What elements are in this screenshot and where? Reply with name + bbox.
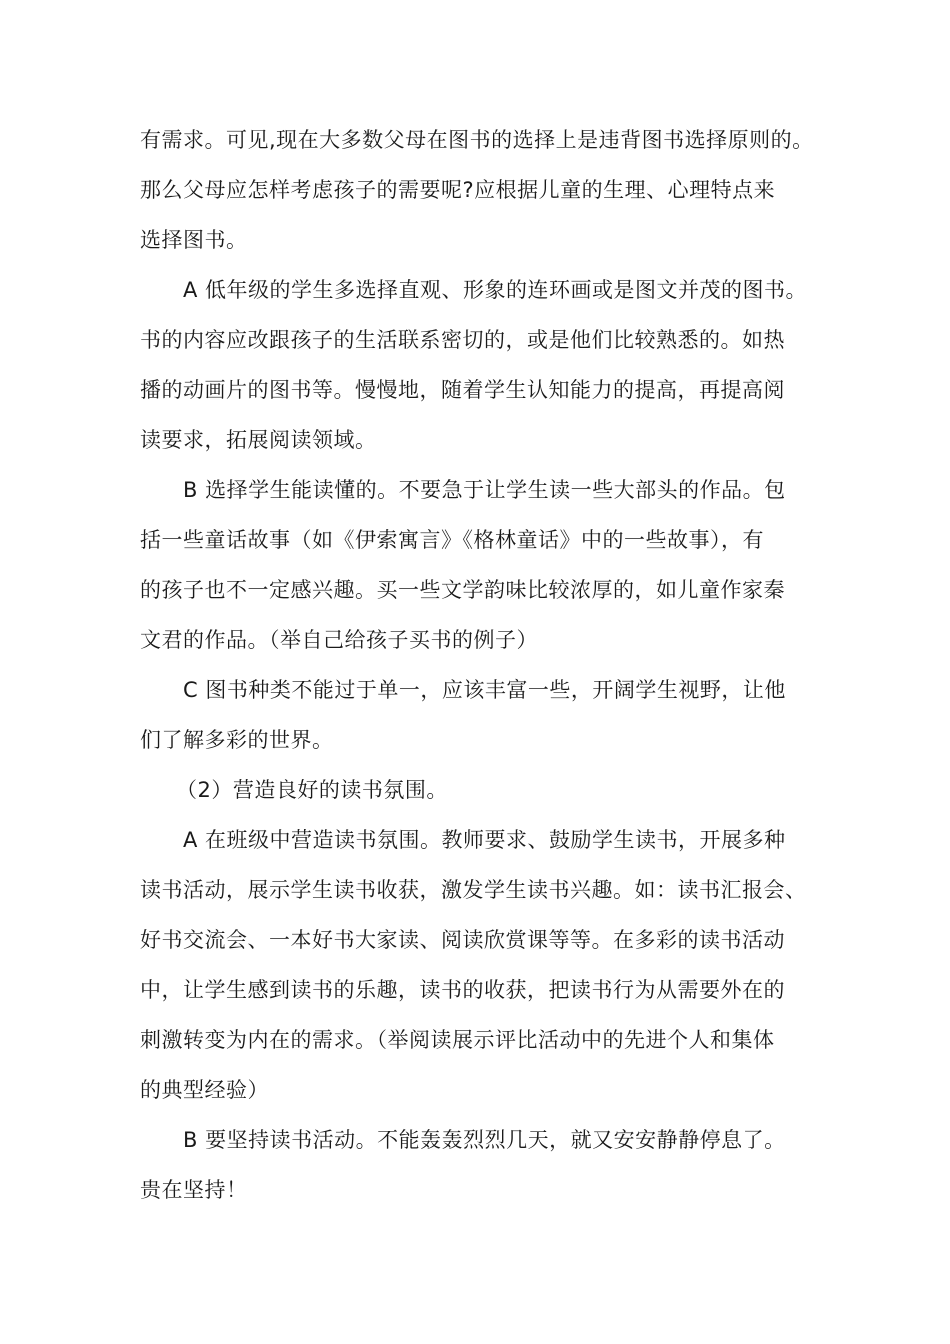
text-line: A 在班级中营造读书氛围。教师要求、鼓励学生读书，开展多种 — [183, 828, 786, 852]
text-line: 书的内容应改跟孩子的生活联系密切的，或是他们比较熟悉的。如热 — [140, 328, 785, 352]
text-line: 读要求，拓展阅读领域。 — [140, 428, 377, 452]
text-line: 播的动画片的图书等。慢慢地，随着学生认知能力的提高，再提高阅 — [140, 378, 785, 402]
text-line: 的孩子也不一定感兴趣。买一些文学韵味比较浓厚的，如儿童作家秦 — [140, 578, 785, 602]
text-line: 贵在坚持！ — [140, 1178, 248, 1202]
text-line: 括一些童话故事（如《伊索寓言》《格林童话》中的一些故事），有 — [140, 528, 764, 552]
text-line: 的典型经验） — [140, 1078, 269, 1102]
text-line: B 要坚持读书活动。不能轰轰烈烈几天，就又安安静静停息了。 — [183, 1128, 786, 1152]
text-line: 读书活动，展示学生读书收获，激发学生读书兴趣。如：读书汇报会、 — [140, 878, 807, 902]
text-line: 中，让学生感到读书的乐趣，读书的收获，把读书行为从需要外在的 — [140, 978, 785, 1002]
text-line: 那么父母应怎样考虑孩子的需要呢?应根据儿童的生理、心理特点来 — [140, 178, 776, 202]
text-line: 选择图书。 — [140, 228, 248, 252]
text-line: 刺激转变为内在的需求。（举阅读展示评比活动中的先进个人和集体 — [140, 1028, 775, 1052]
text-line: C 图书种类不能过于单一，应该丰富一些，开阔学生视野，让他 — [183, 678, 786, 702]
text-line: 有需求。可见,现在大多数父母在图书的选择上是违背图书选择原则的。 — [140, 128, 814, 152]
text-line: 文君的作品。（举自己给孩子买书的例子） — [140, 628, 538, 652]
text-line: 好书交流会、一本好书大家读、阅读欣赏课等等。在多彩的读书活动 — [140, 928, 785, 952]
text-line: B 选择学生能读懂的。不要急于让学生读一些大部头的作品。包 — [183, 478, 786, 502]
section-heading: （2）营造良好的读书氛围。 — [176, 778, 448, 802]
text-line: 们了解多彩的世界。 — [140, 728, 334, 752]
text-line: A 低年级的学生多选择直观、形象的连环画或是图文并茂的图书。 — [183, 278, 808, 302]
